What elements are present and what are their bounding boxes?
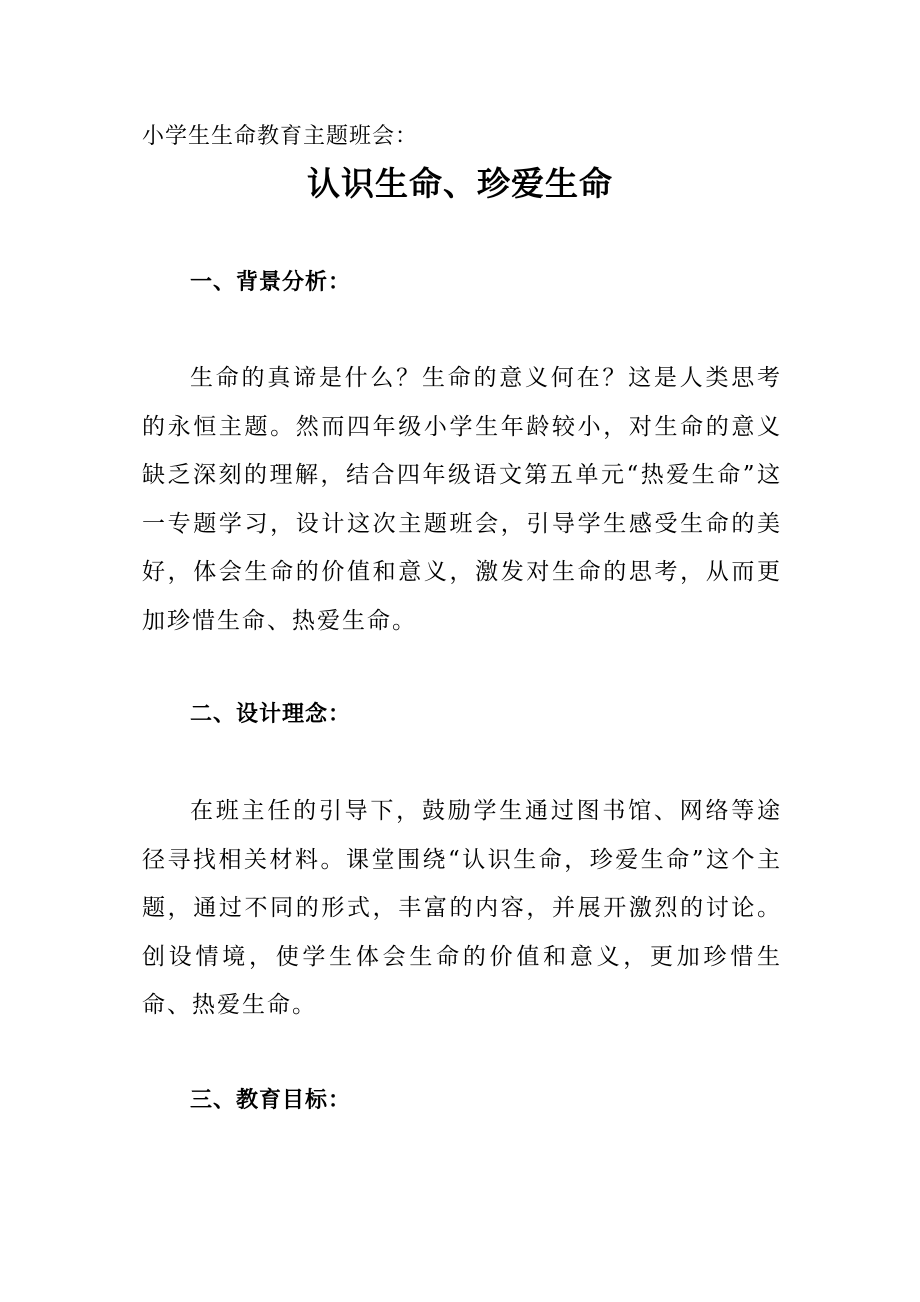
document-subtitle: 小学生生命教育主题班会： — [142, 124, 419, 149]
document-title: 认识生命、珍爱生命 — [307, 164, 613, 203]
section-heading-education-goals: 三、教育目标： — [190, 1088, 352, 1113]
section-heading-background: 一、背景分析： — [190, 270, 352, 295]
section-paragraph-background: 生命的真谛是什么？生命的意义何在？这是人类思考的永恒主题。然而四年级小学生年龄较小，对生命的意义缺乏深刻的理解，结合四年级语文第五单元“热爱生命”这一专题学习，设计这次主题班会，引导学生感受生命的美好，体会生命的价值和意义，激发对生命的思考，从而更加珍惜生命、热爱生命。 — [142, 365, 782, 634]
section-paragraph-design-concept: 在班主任的引导下，鼓励学生通过图书馆、网络等途径寻找相关材料。课堂围绕“认识生命，珍爱生命”这个主题，通过不同的形式，丰富的内容，并展开激烈的讨论。创设情境，使学生体会生命的价值和意义，更加珍惜生命、热爱生命。 — [142, 798, 782, 1018]
section-heading-design-concept: 二、设计理念： — [190, 702, 352, 727]
